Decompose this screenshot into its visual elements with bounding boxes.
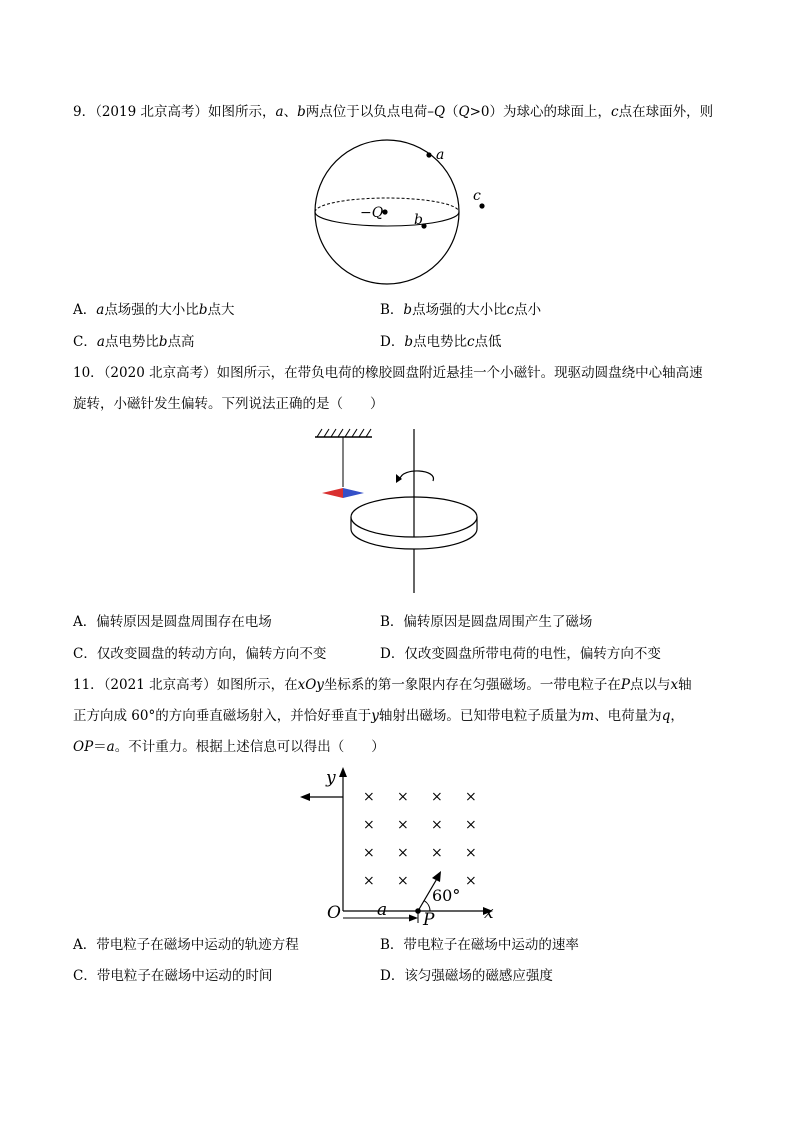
q10-stem-line1: 10．（2020 北京高考）如图所示，在带负电荷的橡胶圆盘附近悬挂一个小磁针。现驱动圆盘绕中心轴高速 (73, 365, 703, 381)
svg-text:y: y (326, 768, 336, 788)
point-c (479, 203, 484, 208)
point-a (426, 152, 431, 157)
svg-text:×: × (465, 873, 477, 889)
q11-stem-line2: 正方向成 60°的方向垂直磁场射入，并恰好垂直于y轴射出磁场。已知带电粒子质量为m、电荷量为q， (73, 708, 684, 724)
label-b: b (414, 212, 423, 228)
label-a: a (436, 147, 445, 163)
svg-text:×: × (363, 817, 375, 833)
svg-text:×: × (465, 789, 477, 805)
q11-magnetic-field-figure (290, 765, 510, 930)
q9-option-c[interactable]: C．a点电势比b点高 (73, 334, 195, 350)
q10-stem-line2: 旋转，小磁针发生偏转。下列说法正确的是（ ） (73, 396, 384, 412)
magnetic-needle-blue (343, 488, 364, 498)
svg-text:×: × (431, 789, 443, 805)
q11-option-d[interactable]: D．该匀强磁场的磁感应强度 (380, 968, 553, 984)
q10-option-b[interactable]: B．偏转原因是圆盘周围产生了磁场 (380, 614, 593, 630)
q9-option-d[interactable]: D．b点电势比c点低 (380, 334, 502, 350)
q9-stem: 9．（2019 北京高考）如图所示，a、b两点位于以负点电荷–Q（Q>0）为球心的球面上，c点在球面外，则 (73, 104, 714, 120)
q11-option-a[interactable]: A．带电粒子在磁场中运动的轨迹方程 (73, 937, 299, 953)
svg-text:×: × (431, 817, 443, 833)
svg-text:×: × (397, 873, 409, 889)
svg-text:×: × (363, 873, 375, 889)
q9-option-b[interactable]: B．b点场强的大小比c点小 (380, 302, 542, 318)
q10-disk-figure (310, 425, 510, 600)
q9-option-a[interactable]: A．a点场强的大小比b点大 (73, 302, 235, 318)
q11-option-c[interactable]: C．带电粒子在磁场中运动的时间 (73, 968, 273, 984)
svg-text:×: × (397, 845, 409, 861)
svg-text:P: P (423, 910, 435, 930)
magnetic-needle-red (322, 488, 343, 498)
svg-text:×: × (397, 789, 409, 805)
svg-text:×: × (431, 845, 443, 861)
svg-text:×: × (397, 817, 409, 833)
q10-option-c[interactable]: C．仅改变圆盘的转动方向，偏转方向不变 (73, 646, 327, 662)
label-neg-Q: −Q (360, 205, 384, 221)
svg-text:a: a (377, 900, 388, 920)
q11-stem-line1: 11．（2021 北京高考）如图所示，在xOy坐标系的第一象限内存在匀强磁场。一带电粒子在P点以与x轴 (73, 677, 692, 693)
q10-option-a[interactable]: A．偏转原因是圆盘周围存在电场 (73, 614, 272, 630)
svg-text:×: × (465, 845, 477, 861)
svg-text:O: O (327, 903, 341, 923)
svg-text:×: × (363, 845, 375, 861)
q11-stem-line3: OP＝a。不计重力。根据上述信息可以得出（ ） (73, 739, 385, 755)
svg-text:60°: 60° (432, 886, 461, 905)
label-c: c (473, 188, 481, 204)
svg-text:×: × (465, 817, 477, 833)
q10-option-d[interactable]: D．仅改变圆盘所带电荷的电性，偏转方向不变 (380, 646, 661, 662)
q9-sphere-figure (300, 132, 500, 292)
q11-option-b[interactable]: B．带电粒子在磁场中运动的速率 (380, 937, 579, 953)
svg-text:×: × (363, 789, 375, 805)
svg-text:x: x (484, 903, 494, 923)
